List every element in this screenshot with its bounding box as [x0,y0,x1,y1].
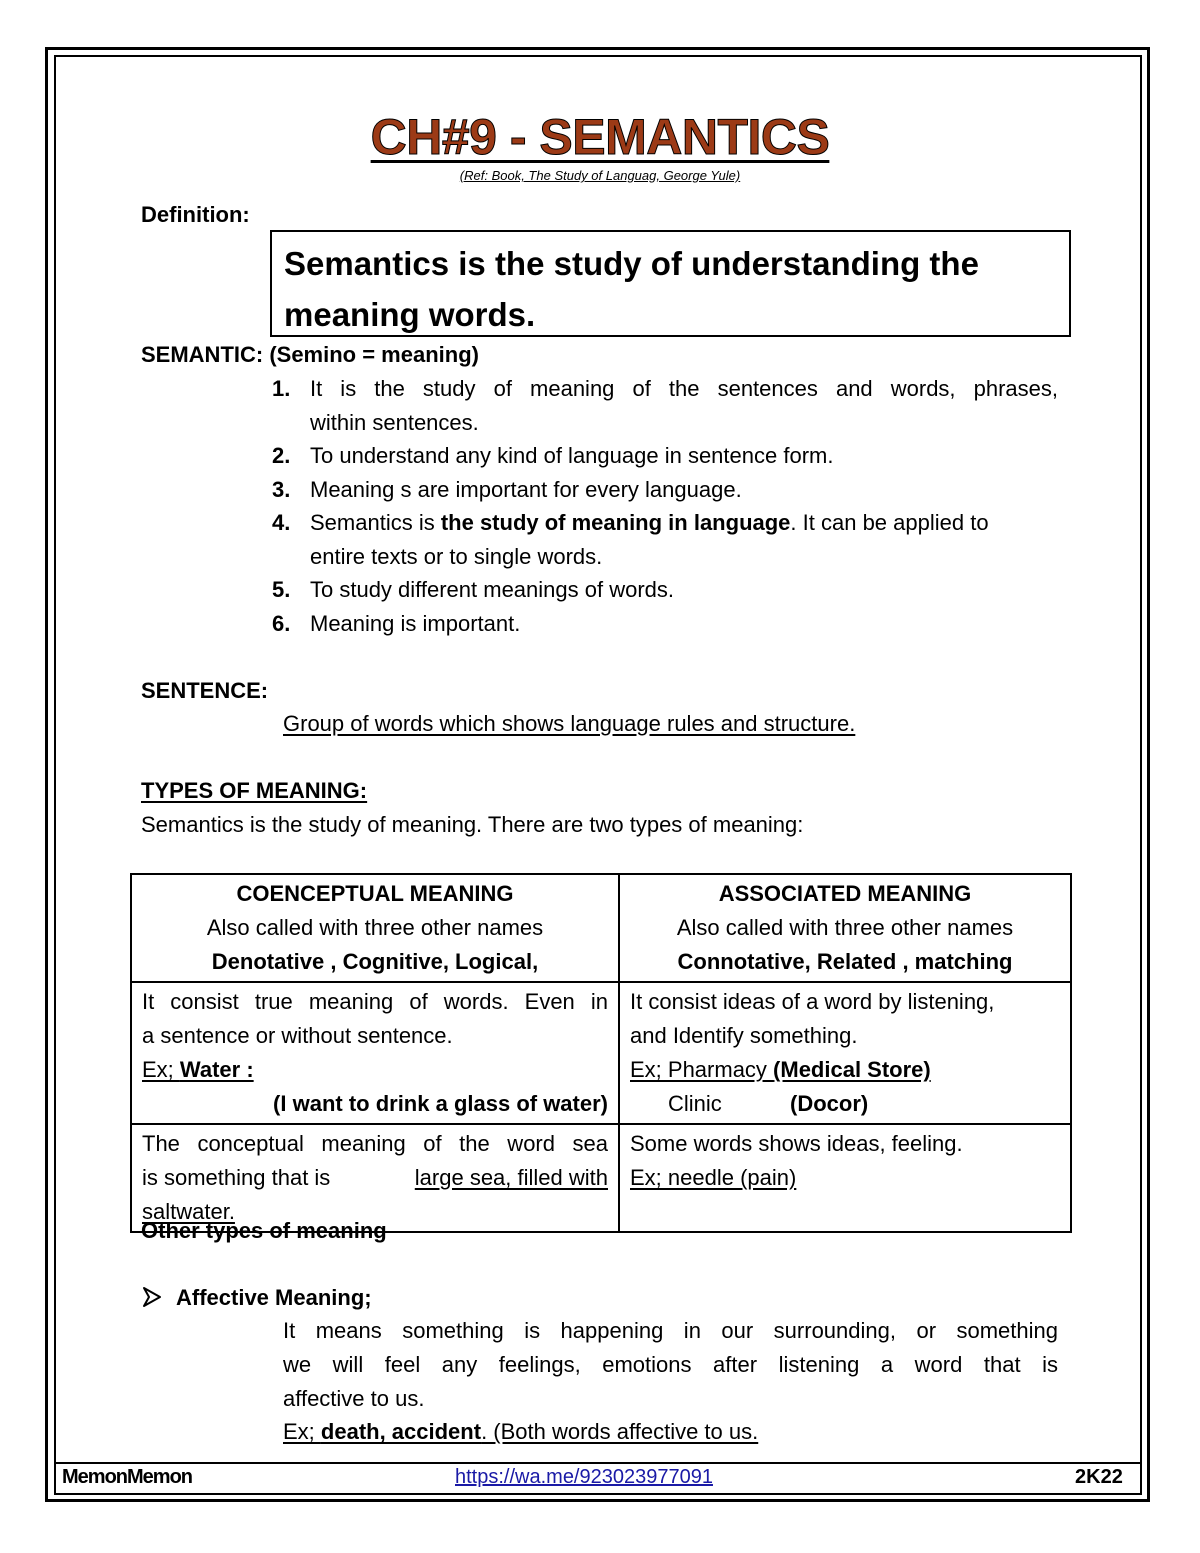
example-word-2: Clinic [668,1091,722,1116]
list-item-3: Meaning s are important for every language. [310,477,742,502]
cell-example: Ex; needle (pain) [630,1165,797,1190]
list-number: 2. [272,443,291,468]
conceptual-cell-2 [131,1124,619,1232]
list-item-4-line-2: entire texts or to single words. [310,544,603,569]
cell-text: and Identify something. [630,1023,858,1048]
footer-author: MemonMemon [62,1466,192,1488]
example-note: . (Both words affective to us. [481,1419,759,1444]
list-item-1-line-2: within sentences. [310,410,479,435]
associated-title: ASSOCIATED MEANING [718,881,972,906]
list-item-4-post: . It can be applied to [790,510,989,535]
footer-divider [54,1462,1142,1464]
sentence-label: SENTENCE: [141,678,269,703]
sentence-definition: Group of words which shows language rules and structure. [283,711,856,736]
list-item-2: To understand any kind of language in sentence form. [310,443,834,468]
types-label: TYPES OF MEANING: [141,778,368,803]
associated-cell-2 [619,1124,1071,1232]
cell-example-2 [630,1087,1060,1121]
list-number: 1. [272,376,291,401]
list-item-4-line-1 [310,510,989,536]
affective-line-1: It means something is happening in our surrounding, or something [283,1318,1058,1343]
conceptual-names: Denotative , Cognitive, Logical, [211,949,539,974]
list-item-5: To study different meanings of words. [310,577,675,602]
cell-text-underlined: saltwater. [142,1199,235,1224]
cell-text-pre: is something that is [142,1165,331,1190]
cell-text [142,1161,608,1195]
list-number: 4. [272,510,291,535]
list-number: 6. [272,611,291,636]
associated-subtitle: Also called with three other names [676,915,1014,940]
list-item-4-bold: the study of meaning in language [440,510,791,535]
cell-text: a sentence or without sentence. [142,1023,453,1048]
example-sentence: (I want to drink a glass of water) [273,1091,608,1116]
list-item-1-line-1: It is the study of meaning of the sentences and words, phrases, [310,376,1058,401]
cell-example [142,1053,608,1087]
reference-note: (Ref: Book, The Study of Languag, George Yule) [459,168,741,183]
affective-line-3: affective to us. [283,1386,425,1411]
example-label: Ex; [142,1057,180,1082]
cell-text: The conceptual meaning of the word sea [142,1131,608,1156]
conceptual-cell-1 [131,982,619,1124]
affective-title: Affective Meaning; [176,1285,372,1310]
conceptual-title: COENCEPTUAL MEANING [236,881,514,906]
example-word: Water : [179,1057,254,1082]
cell-example [630,1053,1060,1087]
footer-code: 2K22 [1075,1466,1123,1488]
page-title: CH#9 - SEMANTICS [370,109,830,165]
definition-line-2: meaning words. [284,296,536,333]
example-words: death, accident [320,1419,482,1444]
table-row [131,874,1071,982]
example-bold-2: (Docor) [790,1091,869,1116]
list-number: 5. [272,577,291,602]
example-label: Ex; Pharmacy [630,1057,774,1082]
semantic-label: SEMANTIC: (Semino = meaning) [141,342,479,367]
cell-text: Some words shows ideas, feeling. [630,1131,963,1156]
table-row [131,982,1071,1124]
conceptual-header [131,874,619,982]
meaning-table [130,873,1072,1233]
affective-line-2: we will feel any feelings, emotions after listening a word that is [283,1352,1058,1377]
cell-text: It consist ideas of a word by listening, [630,989,995,1014]
cell-text: It consist true meaning of words. Even in [142,989,608,1014]
cell-text-underlined: large sea, filled with [414,1165,608,1190]
list-item-6: Meaning is important. [310,611,521,636]
arrow-bullet-icon [141,1286,163,1308]
definition-box [270,230,1071,337]
definition-label: Definition: [141,202,250,227]
affective-bullet [141,1285,163,1311]
definition-line-1: Semantics is the study of understanding the [284,245,979,282]
types-intro: Semantics is the study of meaning. There are two types of meaning: [141,812,804,837]
list-item-4-pre: Semantics is [310,510,441,535]
associated-header [619,874,1071,982]
affective-example [283,1419,758,1445]
associated-cell-1 [619,982,1071,1124]
conceptual-subtitle: Also called with three other names [206,915,544,940]
associated-names: Connotative, Related , matching [677,949,1013,974]
other-types-label: Other types of meaning [141,1218,387,1243]
list-number: 3. [272,477,291,502]
footer-link[interactable]: https://wa.me/923023977091 [455,1466,713,1488]
table-row [131,1124,1071,1232]
example-word: (Medical Store) [773,1057,931,1082]
example-label: Ex; [283,1419,321,1444]
